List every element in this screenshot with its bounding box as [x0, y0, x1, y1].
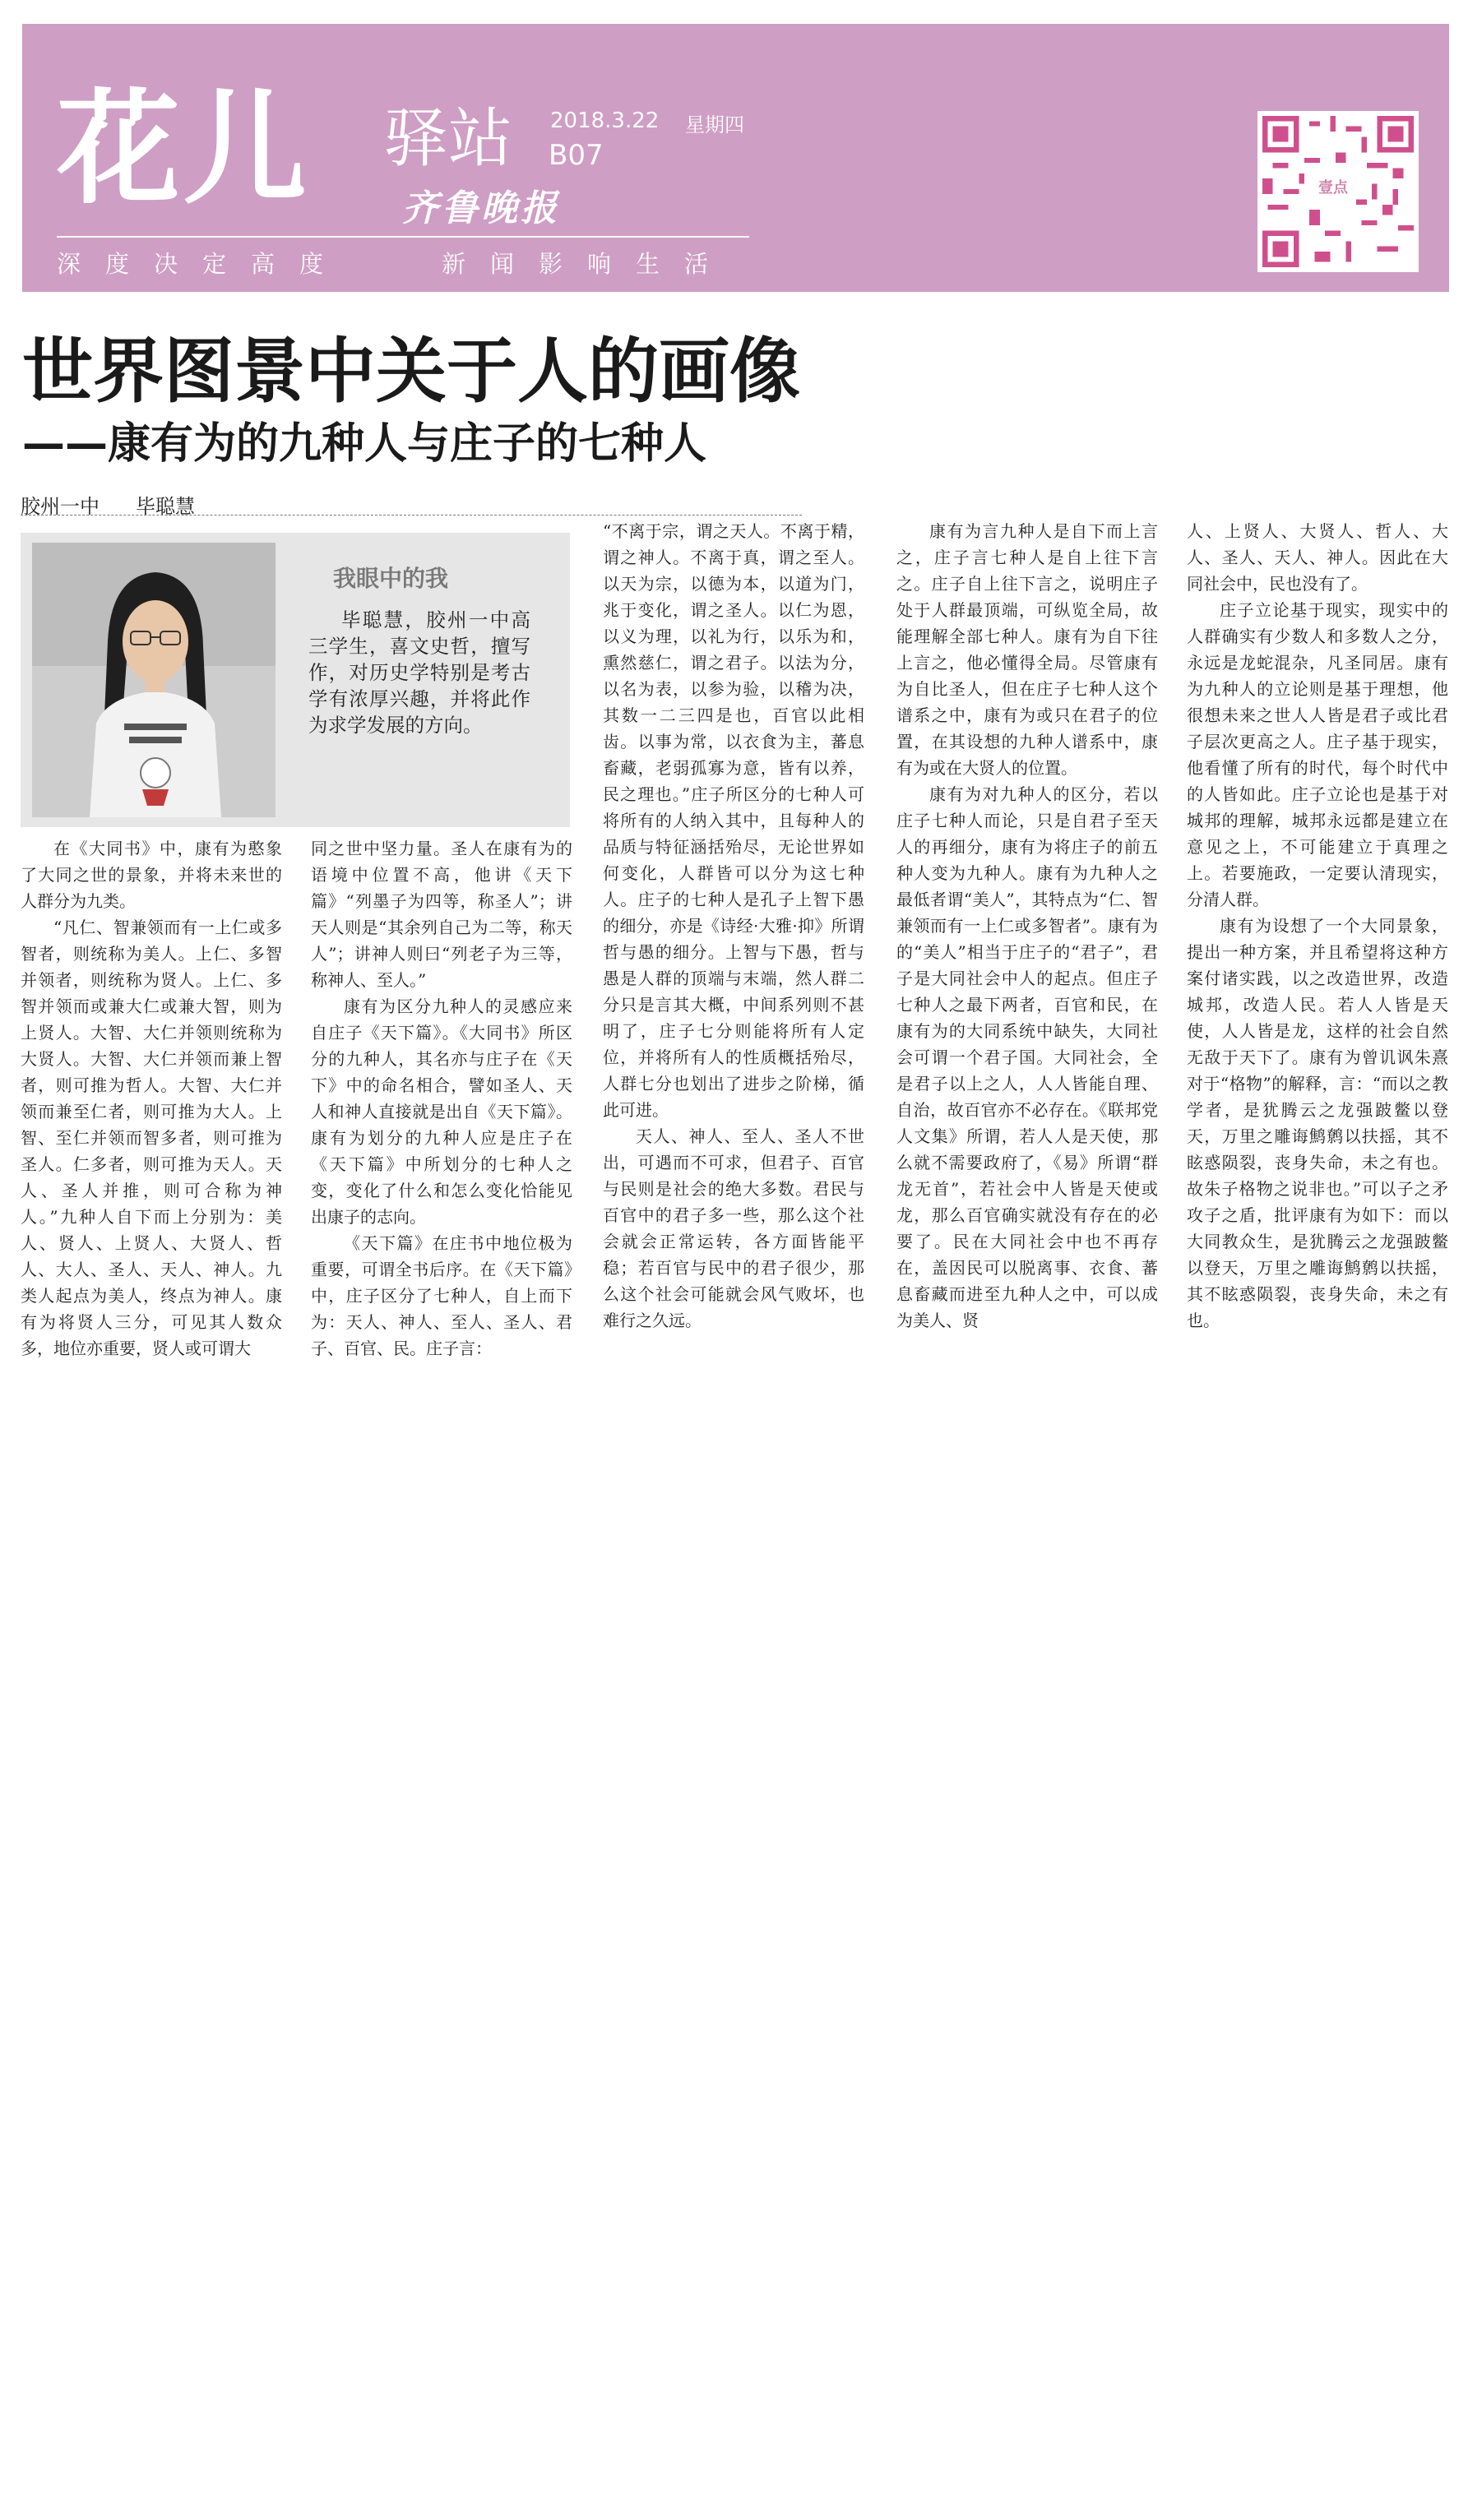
slogan-left: 深度决定高度 [57, 250, 349, 278]
paragraph: 康有为对九种人的区分，若以庄子七种人而论，只是自君子至天人的再细分，康有为将庄子的前五种人变为九种人。康有为九种人之最低者谓“美人”，其特点为“仁、智兼领而有一上仁或多智者”。康有为的“美人”相当于庄子的“君子”，君子是大同社会中人的起点。但庄子七种人之最下两者，百官和民，在康有为的大同系统中缺失，大同社会可谓一个君子国。大同社会，全是君子以上之人，人人皆能自理、自治，故百官亦不必存在。《联邦党人文集》所谓，若人人是天使，那么就不需要政府了，《易》所谓“群龙无首”，若社会中人皆是天使或龙，那么百官确实就没有存在的必要了。民在大同社会中也不再存在，盖因民可以脱离事、衣食、蕃息畜藏而进至九种人之中，可以成为美人、贤 [896, 784, 1158, 1330]
byline-divider [21, 515, 802, 516]
newspaper-name: 齐鲁晚报 [402, 187, 560, 229]
brand-title: 花儿 [57, 78, 311, 221]
page-number: B07 [549, 139, 604, 172]
qr-code-icon [1257, 111, 1419, 272]
article-column-3 [603, 518, 864, 1334]
author-name: 毕聪慧 [136, 495, 195, 518]
paragraph: 庄子立论基于现实，现实中的人群确实有少数人和多数人之分，永远是龙蛇混杂，凡圣同居。康有为九种人的立论则是基于理想，他很想未来之世人人皆是君子或比君子层次更高之人。庄子基于现实，他看懂了所有的时代，每个时代中的人皆如此。庄子立论也是基于对城邦的理解，城邦永远都是建立在意见之上，不可能建立于真理之上。若要施政，一定要认清现实，分清人群。 [1187, 600, 1448, 909]
author-photo [32, 543, 276, 817]
article-subtitle: ——康有为的九种人与庄子的七种人 [22, 419, 707, 469]
paragraph: 康有为区分九种人的灵感应来自庄子《天下篇》。《大同书》所区分的九种人，其名亦与庄子在《天下》中的命名相合，譬如圣人、天人和神人直接就是出自《天下篇》。康有为划分的九种人应是庄子在《天下篇》中所划分的七种人之变，变化了什么和怎么变化恰能见出康子的志向。 [311, 996, 572, 1227]
paragraph: 在《大同书》中，康有为憨象了大同之世的景象，并将未来世的人群分为九类。 [21, 839, 282, 911]
paragraph: 康有为设想了一个大同景象，提出一种方案，并且希望将这种方案付诸实践，以之改造世界，改造城邦，改造人民。若人人皆是天使，人人皆是龙，这样的社会自然无敌于天下了。康有为曾讥讽朱熹对于“格物”的解释，言：“而以之教学者，是犹腾云之龙强跛鳖以登天，万里之雕诲鹪鹩以扶摇，其不眩惑陨裂，丧身失命，未之有也。故朱子格物之说非也。”可以子之矛攻子之盾，批评康有为如下：而以大同教众生，是犹腾云之龙强跛鳖以登天，万里之雕诲鹪鹩以扶摇，其不眩惑陨裂，丧身失命，未之有也。 [1187, 916, 1448, 1330]
slogan-right: 新闻影响生活 [442, 250, 734, 278]
article-title: 世界图景中关于人的画像 [22, 331, 800, 413]
article-column-2 [311, 835, 572, 1362]
article-column-4 [896, 518, 1158, 1334]
paragraph: 同之世中坚力量。圣人在康有为的语境中位置不高，他讲《天下篇》“列墨子为四等，称圣人”；讲天人则是“其余列自己为二等，称天人”；讲神人则曰“列老子为三等，称神人、至人。” [311, 839, 572, 990]
masthead-banner [22, 24, 1449, 292]
slogan-divider [57, 236, 749, 238]
article-column-1 [21, 835, 282, 1362]
issue-date: 2018.3.22 [550, 109, 660, 133]
paragraph: 《天下篇》在庄书中地位极为重要，可谓全书后序。在《天下篇》中，庄子区分了七种人，自上而下为：天人、神人、至人、圣人、君子、百官、民。庄子言： [311, 1233, 572, 1358]
paragraph: “凡仁、智兼领而有一上仁或多智者，则统称为美人。上仁、多智并领者，则统称为贤人。上仁、多智并领而或兼大仁或兼大智，则为上贤人。大智、大仁并领则统称为大贤人。大智、大仁并领而兼上智者，则可推为哲人。大智、大仁并领而兼至仁者，则可推为大人。上智、至仁并领而智多者，则可推为圣人。仁多者，则可推为天人。天人、圣人并推，则可合称为神人。”九种人自下而上分别为：美人、贤人、上贤人、大贤人、哲人、大人、圣人、天人、神人。九类人起点为美人，终点为神人。康有为将贤人三分，可见其人数众多，地位亦重要，贤人或可谓大 [21, 918, 282, 1358]
paragraph: “不离于宗，谓之天人。不离于精，谓之神人。不离于真，谓之至人。以天为宗，以德为本，以道为门，兆于变化，谓之圣人。以仁为恩，以义为理，以礼为行，以乐为和，熏然慈仁，谓之君子。以法为分，以名为表，以参为验，以稽为决，其数一二三四是也，百官以此相齿。以事为常，以衣食为主，蕃息畜藏，老弱孤寡为意，皆有以养，民之理也。”庄子所区分的七种人可将所有的人纳入其中，且每种人的品质与特征涵括殆尽，无论世界如何变化，人群皆可以分为这七种人。庄子的七种人是孔子上智下愚的细分，亦是《诗经·大雅·抑》所谓哲与愚的细分。上智与下愚，哲与愚是人群的顶端与末端，然人群二分只是言其大概，中间系列则不甚明了，庄子七分则能将所有人定位，并将所有人的性质概括殆尽，人群七分也划出了进步之阶梯，循此可进。 [603, 521, 864, 1120]
article-column-5 [1187, 518, 1448, 1334]
profile-title: 我眼中的我 [333, 565, 449, 592]
qr-label: 壹点 [1308, 178, 1358, 198]
author-profile-box [21, 533, 570, 827]
issue-weekday: 星期四 [685, 113, 744, 136]
paragraph: 康有为言九种人是自下而上言之，庄子言七种人是自上往下言之。庄子自上往下言之，说明庄子处于人群最顶端，可纵览全局，故能理解全部七种人。康有为自下往上言之，他必懂得全局。尽管康有为自比圣人，但在庄子七种人这个谱系之中，康有为或只在君子的位置，在其设想的九种人谱系中，康有为或在大贤人的位置。 [896, 521, 1158, 778]
profile-text: 毕聪慧，胶州一中高三学生，喜文史哲，擅写作，对历史学特别是考古学有浓厚兴趣，并将此作为求学发展的方向。 [308, 608, 530, 737]
paragraph: 人、上贤人、大贤人、哲人、大人、圣人、天人、神人。因此在大同社会中，民也没有了。 [1187, 521, 1448, 594]
author-school: 胶州一中 [21, 495, 100, 518]
paragraph: 天人、神人、至人、圣人不世出，可遇而不可求，但君子、百官与民则是社会的绝大多数。君民与百官中的君子多一些，那么这个社会就会正常运转，各方面皆能平稳；若百官与民中的君子很少，那么这个社会可能就会风气败坏，也难行之久远。 [603, 1126, 864, 1330]
section-title: 驿站 [384, 102, 513, 176]
